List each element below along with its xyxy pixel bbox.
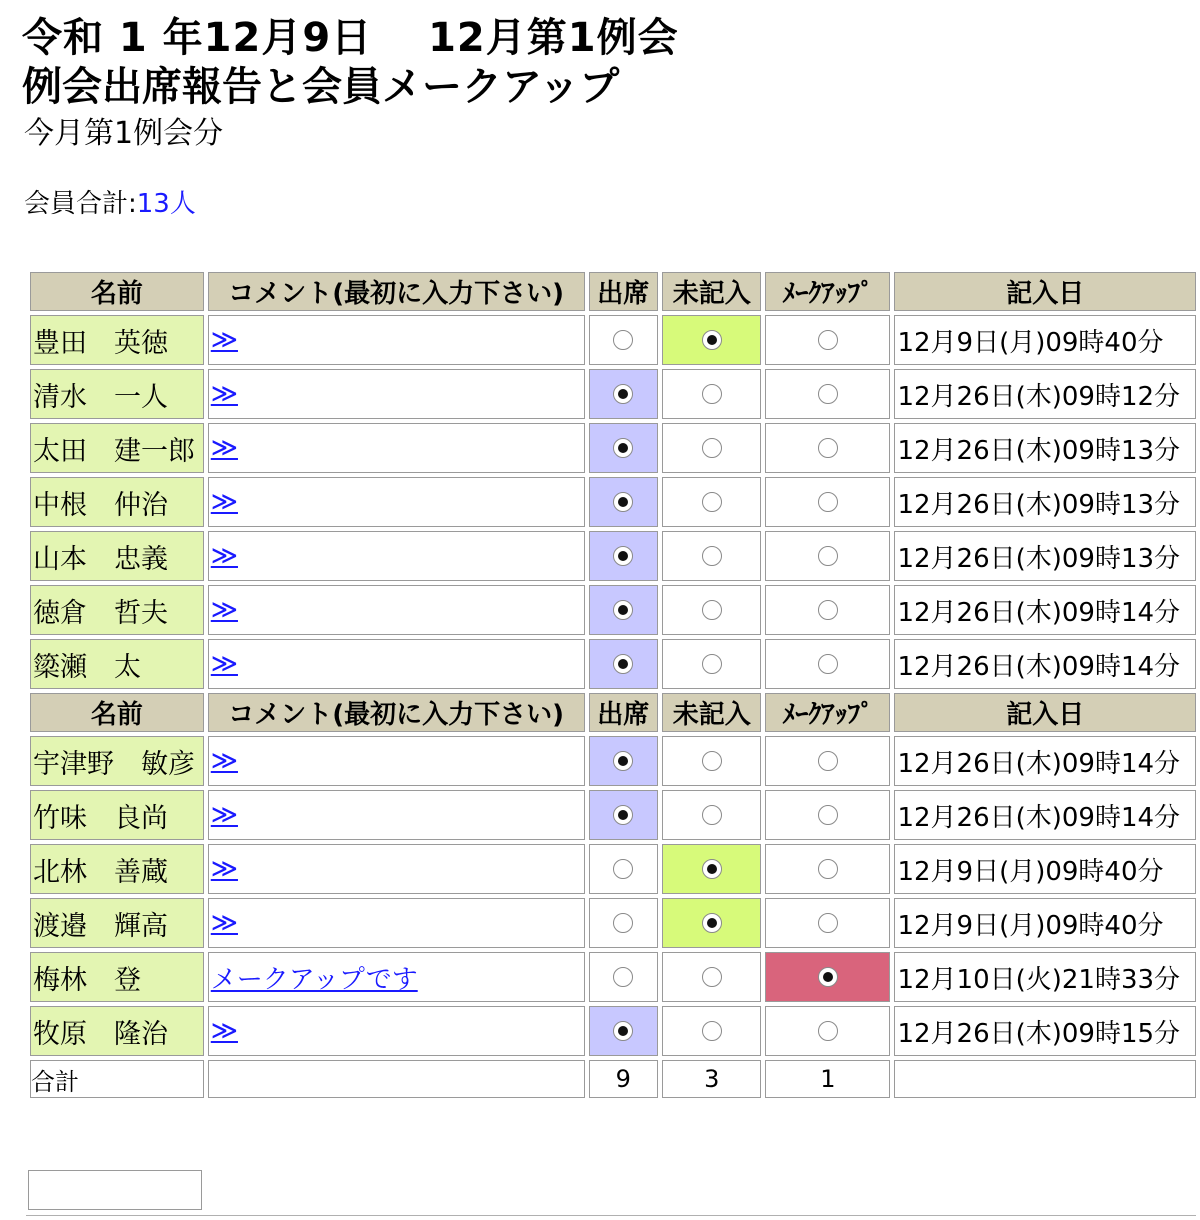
comment-cell — [208, 531, 585, 581]
comment-cell — [208, 477, 585, 527]
makeup-cell — [765, 477, 890, 527]
makeup-cell — [765, 736, 890, 786]
page-subtitle: 例会出席報告と会員メークアップ — [22, 64, 620, 110]
makeup-cell — [765, 531, 890, 581]
page-section-label: 今月第1例会分 — [24, 116, 224, 151]
attend-cell — [589, 531, 659, 581]
makeup-radio[interactable] — [818, 438, 838, 458]
member-name: 太田 建一郎 — [30, 423, 204, 473]
unrecorded-radio[interactable] — [702, 967, 722, 987]
attend-radio[interactable] — [613, 751, 633, 771]
column-header-name: 名前 — [30, 272, 204, 311]
makeup-cell — [765, 423, 890, 473]
comment-link[interactable]: ≫ — [210, 908, 238, 938]
entry-date: 12月26日(木)09時14分 — [894, 790, 1196, 840]
member-name: 中根 仲治 — [30, 477, 204, 527]
unrecorded-cell — [662, 585, 761, 635]
unrecorded-cell — [662, 790, 761, 840]
member-total — [24, 188, 196, 220]
unrecorded-radio[interactable] — [702, 438, 722, 458]
makeup-cell — [765, 790, 890, 840]
table-row — [30, 531, 1196, 581]
unrecorded-radio[interactable] — [702, 492, 722, 512]
entry-date: 12月26日(木)09時14分 — [894, 736, 1196, 786]
member-name: 山本 忠義 — [30, 531, 204, 581]
comment-link[interactable]: ≫ — [210, 433, 238, 463]
entry-date: 12月26日(木)09時14分 — [894, 639, 1196, 689]
summary-date — [894, 1060, 1196, 1098]
attend-cell — [589, 736, 659, 786]
column-header-date: 記入日 — [894, 693, 1196, 732]
attend-radio[interactable] — [613, 600, 633, 620]
column-header-comment: コメント(最初に入力下さい) — [208, 272, 585, 311]
makeup-radio[interactable] — [818, 384, 838, 404]
member-name: 渡邉 輝高 — [30, 898, 204, 948]
entry-date: 12月9日(月)09時40分 — [894, 844, 1196, 894]
makeup-cell — [765, 585, 890, 635]
entry-date: 12月26日(木)09時13分 — [894, 531, 1196, 581]
attend-radio[interactable] — [613, 859, 633, 879]
entry-date: 12月26日(木)09時13分 — [894, 477, 1196, 527]
comment-link[interactable]: ≫ — [210, 379, 238, 409]
attend-cell — [589, 423, 659, 473]
divider — [26, 1215, 1196, 1216]
table-row — [30, 952, 1196, 1002]
entry-date: 12月9日(月)09時40分 — [894, 898, 1196, 948]
unrecorded-radio[interactable] — [702, 546, 722, 566]
comment-link[interactable]: ≫ — [210, 649, 238, 679]
makeup-radio[interactable] — [818, 546, 838, 566]
attend-cell — [589, 585, 659, 635]
unrecorded-radio[interactable] — [702, 384, 722, 404]
comment-link[interactable]: ≫ — [210, 854, 238, 884]
attend-cell — [589, 1006, 659, 1056]
table-header-row — [30, 272, 1196, 311]
comment-cell — [208, 736, 585, 786]
comment-link[interactable]: ≫ — [210, 746, 238, 776]
member-name: 清水 一人 — [30, 369, 204, 419]
member-total-value: 13人 — [136, 189, 196, 219]
unrecorded-radio[interactable] — [702, 600, 722, 620]
makeup-radio[interactable] — [818, 492, 838, 512]
column-header-makeup: ﾒｰｸｱｯﾌﾟ — [765, 693, 890, 732]
summary-makeup-count: 1 — [765, 1060, 890, 1098]
comment-cell — [208, 952, 585, 1002]
unrecorded-radio[interactable] — [702, 1021, 722, 1041]
unrecorded-cell — [662, 531, 761, 581]
table-row — [30, 477, 1196, 527]
page-title: 令和 1 年12月9日 12月第1例会 — [22, 15, 679, 61]
entry-date: 12月26日(木)09時15分 — [894, 1006, 1196, 1056]
entry-date: 12月9日(月)09時40分 — [894, 315, 1196, 365]
makeup-cell — [765, 639, 890, 689]
unrecorded-cell — [662, 952, 761, 1002]
unrecorded-radio[interactable] — [702, 654, 722, 674]
column-header-unrecorded: 未記入 — [662, 693, 761, 732]
table-row — [30, 898, 1196, 948]
makeup-radio[interactable] — [818, 967, 838, 987]
unrecorded-cell — [662, 898, 761, 948]
table-header-row — [30, 693, 1196, 732]
attend-cell — [589, 844, 659, 894]
table-row — [30, 315, 1196, 365]
table-row — [30, 790, 1196, 840]
comment-cell — [208, 844, 585, 894]
makeup-cell — [765, 844, 890, 894]
makeup-radio[interactable] — [818, 1021, 838, 1041]
comment-cell — [208, 1006, 585, 1056]
comment-cell — [208, 369, 585, 419]
attend-radio[interactable] — [613, 913, 633, 933]
makeup-radio[interactable] — [818, 913, 838, 933]
entry-date: 12月26日(木)09時13分 — [894, 423, 1196, 473]
unrecorded-radio[interactable] — [702, 805, 722, 825]
unrecorded-radio[interactable] — [702, 330, 722, 350]
comment-link[interactable]: ≫ — [210, 800, 238, 830]
attend-radio[interactable] — [613, 546, 633, 566]
makeup-cell — [765, 952, 890, 1002]
table-row — [30, 844, 1196, 894]
member-name: 簗瀬 太 — [30, 639, 204, 689]
summary-label: 合計 — [30, 1060, 204, 1098]
table-row — [30, 369, 1196, 419]
column-header-date: 記入日 — [894, 272, 1196, 311]
attend-radio[interactable] — [613, 654, 633, 674]
table-row — [30, 639, 1196, 689]
unrecorded-cell — [662, 315, 761, 365]
summary-unrecorded-count: 3 — [662, 1060, 761, 1098]
member-name: 北林 善蔵 — [30, 844, 204, 894]
table-row — [30, 1006, 1196, 1056]
attend-radio[interactable] — [613, 384, 633, 404]
makeup-radio[interactable] — [818, 330, 838, 350]
attendance-table — [26, 268, 1200, 1102]
unrecorded-cell — [662, 844, 761, 894]
makeup-radio[interactable] — [818, 751, 838, 771]
unrecorded-cell — [662, 736, 761, 786]
unrecorded-radio[interactable] — [702, 913, 722, 933]
summary-attend-count: 9 — [589, 1060, 659, 1098]
entry-date: 12月10日(火)21時33分 — [894, 952, 1196, 1002]
unrecorded-radio[interactable] — [702, 859, 722, 879]
entry-date: 12月26日(木)09時14分 — [894, 585, 1196, 635]
unrecorded-cell — [662, 1006, 761, 1056]
comment-link[interactable]: ≫ — [210, 487, 238, 517]
makeup-cell — [765, 1006, 890, 1056]
makeup-cell — [765, 898, 890, 948]
unrecorded-radio[interactable] — [702, 751, 722, 771]
comment-link[interactable]: メークアップです — [210, 964, 418, 995]
member-name: 梅林 登 — [30, 952, 204, 1002]
makeup-cell — [765, 315, 890, 365]
comment-cell — [208, 315, 585, 365]
comment-link[interactable]: ≫ — [210, 325, 238, 355]
member-name: 竹味 良尚 — [30, 790, 204, 840]
attend-cell — [589, 639, 659, 689]
empty-field-box — [28, 1170, 202, 1210]
makeup-radio[interactable] — [818, 600, 838, 620]
member-name: 徳倉 哲夫 — [30, 585, 204, 635]
comment-link[interactable]: ≫ — [210, 1016, 238, 1046]
column-header-name: 名前 — [30, 693, 204, 732]
comment-cell — [208, 639, 585, 689]
makeup-cell — [765, 369, 890, 419]
attend-radio[interactable] — [613, 967, 633, 987]
makeup-radio[interactable] — [818, 859, 838, 879]
comment-cell — [208, 585, 585, 635]
member-name: 牧原 隆治 — [30, 1006, 204, 1056]
unrecorded-cell — [662, 423, 761, 473]
attend-radio[interactable] — [613, 492, 633, 512]
comment-cell — [208, 898, 585, 948]
column-header-unrecorded: 未記入 — [662, 272, 761, 311]
member-name: 豊田 英徳 — [30, 315, 204, 365]
comment-cell — [208, 790, 585, 840]
attend-radio[interactable] — [613, 330, 633, 350]
member-name: 宇津野 敏彦 — [30, 736, 204, 786]
entry-date: 12月26日(木)09時12分 — [894, 369, 1196, 419]
table-row — [30, 736, 1196, 786]
attend-radio[interactable] — [613, 805, 633, 825]
attend-radio[interactable] — [613, 438, 633, 458]
summary-row — [30, 1060, 1196, 1098]
makeup-radio[interactable] — [818, 805, 838, 825]
member-total-label: 会員合計: — [24, 189, 137, 219]
attend-cell — [589, 369, 659, 419]
unrecorded-cell — [662, 477, 761, 527]
unrecorded-cell — [662, 639, 761, 689]
comment-cell — [208, 423, 585, 473]
attend-cell — [589, 898, 659, 948]
attend-cell — [589, 477, 659, 527]
column-header-makeup: ﾒｰｸｱｯﾌﾟ — [765, 272, 890, 311]
attend-radio[interactable] — [613, 1021, 633, 1041]
column-header-comment: コメント(最初に入力下さい) — [208, 693, 585, 732]
attend-cell — [589, 952, 659, 1002]
column-header-attend: 出席 — [589, 693, 659, 732]
unrecorded-cell — [662, 369, 761, 419]
comment-link[interactable]: ≫ — [210, 595, 238, 625]
makeup-radio[interactable] — [818, 654, 838, 674]
attend-cell — [589, 790, 659, 840]
table-row — [30, 585, 1196, 635]
column-header-attend: 出席 — [589, 272, 659, 311]
attend-cell — [589, 315, 659, 365]
summary-comment — [208, 1060, 585, 1098]
table-row — [30, 423, 1196, 473]
comment-link[interactable]: ≫ — [210, 541, 238, 571]
